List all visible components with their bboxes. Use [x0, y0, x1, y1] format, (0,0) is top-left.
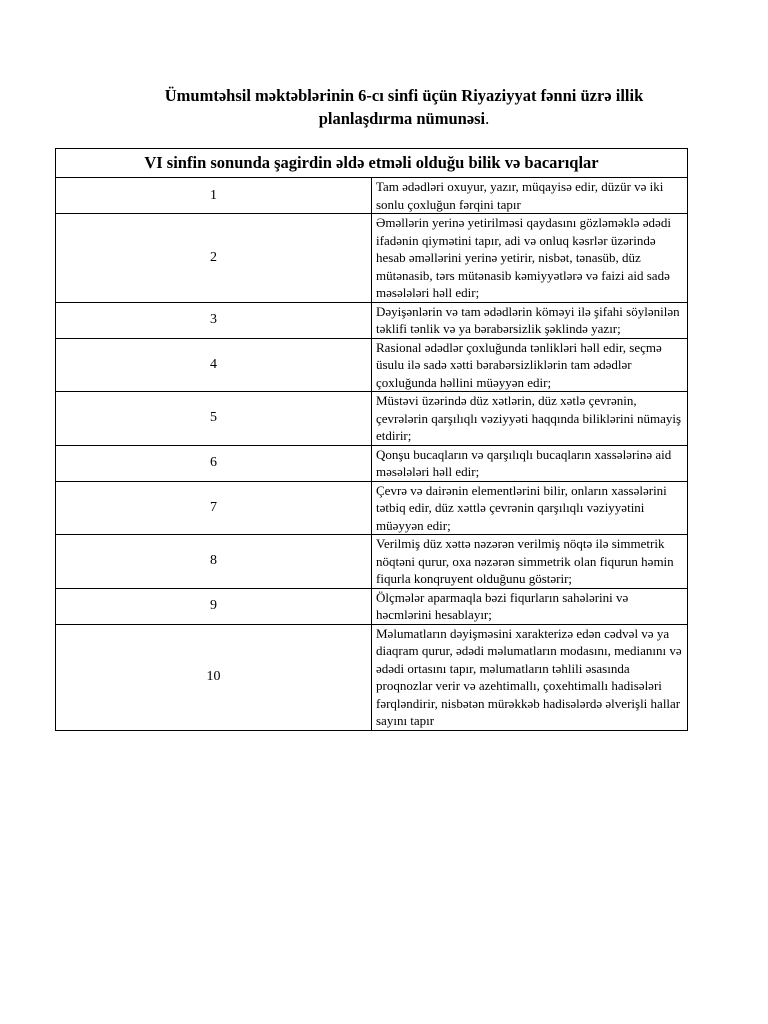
table-row	[56, 481, 688, 535]
row-text: Müstəvi üzərində düz xətlərin, düz xətlə çevrənin, çevrələrin qarşılıqlı vəziyyəti haqqında biliklərini nümayiş etdirir;	[372, 392, 688, 446]
row-number: 2	[56, 214, 372, 303]
table-row	[56, 214, 688, 303]
table-row	[56, 338, 688, 392]
row-text: Tam ədədləri oxuyur, yazır, müqayisə edir, düzür və iki sonlu çoxluğun fərqini tapır	[372, 178, 688, 214]
row-number: 4	[56, 338, 372, 392]
table-row	[56, 445, 688, 481]
table-row	[56, 302, 688, 338]
row-number: 9	[56, 588, 372, 624]
document-title	[120, 84, 688, 130]
row-text: Ölçmələr aparmaqla bəzi fiqurların sahələrini və həcmlərini hesablayır;	[372, 588, 688, 624]
table-row	[56, 535, 688, 589]
row-text: Verilmiş düz xəttə nəzərən verilmiş nöqtə ilə simmetrik nöqtəni qurur, oxa nəzərən simmetrik olan fiqurun həmin fiqurla konqruyent olduğunu göstərir;	[372, 535, 688, 589]
title-line-1: Ümumtəhsil məktəblərinin 6-cı sinfi üçün Riyaziyyat fənni üzrə illik	[164, 86, 644, 105]
row-text: Əməllərin yerinə yetirilməsi qaydasını gözləməklə ədədi ifadənin qiymətini tapır, adi və onluq kəsrlər üzərində hesab əməllərini yerinə yetirir, nisbət, tənasüb, düz mütənasib, tərs mütənasib kəmiyyətlərə və faizi aid sadə məsələləri həll edir;	[372, 214, 688, 303]
table-row	[56, 392, 688, 446]
table-header-row	[56, 149, 688, 178]
row-text: Dəyişənlərin və tam ədədlərin köməyi ilə şifahi söylənilən təklifi tənlik və ya bərabərsizlik şəklində yazır;	[372, 302, 688, 338]
row-number: 10	[56, 624, 372, 730]
title-line-2	[120, 107, 688, 130]
plan-table	[55, 148, 688, 731]
row-text: Rasional ədədlər çoxluğunda tənlikləri həll edir, seçmə üsulu ilə sadə xətti bərabərsizliklərin tam ədədlər çoxluğunda həllini müəyyən edir;	[372, 338, 688, 392]
row-text: Qonşu bucaqların və qarşılıqlı bucaqların xassələrinə aid məsələləri həll edir;	[372, 445, 688, 481]
row-number: 3	[56, 302, 372, 338]
title-line-2-text: planlaşdırma nümunəsi	[318, 109, 486, 128]
row-number: 5	[56, 392, 372, 446]
row-number: 7	[56, 481, 372, 535]
table-row	[56, 624, 688, 730]
table-header: VI sinfin sonunda şagirdin əldə etməli olduğu bilik və bacarıqlar	[56, 149, 688, 178]
row-number: 1	[56, 178, 372, 214]
table-row	[56, 178, 688, 214]
row-number: 8	[56, 535, 372, 589]
table-row	[56, 588, 688, 624]
row-number: 6	[56, 445, 372, 481]
title-dot: .	[485, 109, 490, 128]
row-text: Məlumatların dəyişməsini xarakterizə edən cədvəl və ya diaqram qurur, ədədi məlumatların modasını, medianını və ədədi ortasını tapır, məlumatların təhlili əsasında proqnozlar verir və azehtimallı, çoxehtimallı hadisələri fərqləndirir, nisbətən mürəkkəb hadisələrdə əlverişli hallar sayını tapır	[372, 624, 688, 730]
row-text: Çevrə və dairənin elementlərini bilir, onların xassələrini tətbiq edir, düz xəttlə çevrənin qarşılıqlı vəziyyətini müəyyən edir;	[372, 481, 688, 535]
